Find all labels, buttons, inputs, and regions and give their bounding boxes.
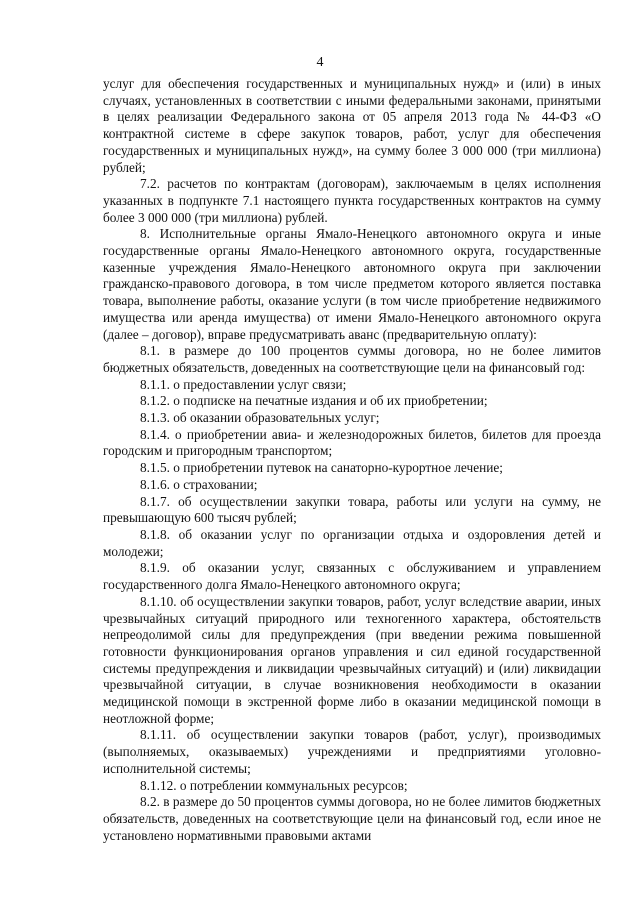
paragraph: 8.1. в размере до 100 процентов суммы договора, но не более лимитов бюджетных обязательств, доведенных на соответствующие цели на финансовый год: [103,343,601,375]
paragraph: 8.1.6. о страховании; [140,476,258,492]
page-number: 4 [316,55,324,70]
paragraph: 8.1.1. о предоставлении услуг связи; [140,376,347,392]
paragraph: 8.1.11. об осуществлении закупки товаров (работ, услуг), производимых (выполняемых, оказываемых) учреждениями и предприятиями уголовно-исполнительной системы; [103,727,601,776]
paragraph: 8.1.9. об оказании услуг, связанных с обслуживанием и управлением государственного долга Ямало-Ненецкого автономного округа; [103,560,601,593]
paragraph: 8.1.8. об оказании услуг по организации отдыха и оздоровления детей и молодежи; [103,526,601,559]
paragraph: 8.1.5. о приобретении путевок на санаторно-курортное лечение; [140,460,503,476]
paragraph: 8.1.3. об оказании образовательных услуг; [140,410,380,426]
paragraph: 7.2. расчетов по контрактам (договорам), заключаемым в целях исполнения указанных в подпункте 7.1 настоящего пункта государственных контрактов на сумму более 3 000 000 (три миллиона) рублей. [103,176,601,225]
paragraph: 8.1.10. об осуществлении закупки товаров, работ, услуг вследствие аварии, иных чрезвычайных ситуаций природного или техногенного характера, обстоятельств непреодолимой силы для предупреждения (при введении режима повышенной готовности функционирования органов управления и сил единой государственной системы предупреждения и ликвидации чрезвычайных ситуаций) и (или) ликвидации чрезвычайной ситуации, в случае возникновения необходимости в оказании медицинской помощи в экстренной форме либо в оказании медицинской помощи в неотложной форме; [103,593,601,726]
paragraph: 8.1.2. о подписке на печатные издания и об их приобретении; [140,393,488,409]
paragraph: 8.1.12. о потреблении коммунальных ресурсов; [140,777,408,793]
paragraph: 8.1.4. о приобретении авиа- и железнодорожных билетов, билетов для проезда городским и пригородным транспортом; [103,426,601,459]
paragraph: 8.1.7. об осуществлении закупки товара, работы или услуги на сумму, не превышающую 600 тысяч рублей; [103,493,601,526]
paragraph: 8. Исполнительные органы Ямало-Ненецкого автономного округа и иные государственные органы Ямало-Ненецкого автономного округа, государственные казенные учреждения Ямало-Ненецкого автономного округа при заключении гражданско-правового договора, в том числе предметом которого является поставка товара, выполнение работы, оказание услуги (в том числе приобретение недвижимого имущества или аренда имущества) от имени Ямало-Ненецкого автономного округа (далее – договор), вправе предусматривать аванс (предварительную оплату): [103,226,601,342]
paragraph: услуг для обеспечения государственных и муниципальных нужд» и (или) в иных случаях, установленных в соответствии с иными федеральными законами, принятыми в целях реализации Федерального закона от 05 апреля 2013 года № 44-ФЗ «О контрактной системе в сфере закупок товаров, работ, услуг для обеспечения государственных и муниципальных нужд», на сумму более 3 000 000 (три миллиона) рублей; [103,76,601,175]
document-body [103,76,601,844]
paragraph: 8.2. в размере до 50 процентов суммы договора, но не более лимитов бюджетных обязательств, доведенных на соответствующие цели на финансовый год, если иное не установлено нормативными правовыми актами [103,794,601,843]
